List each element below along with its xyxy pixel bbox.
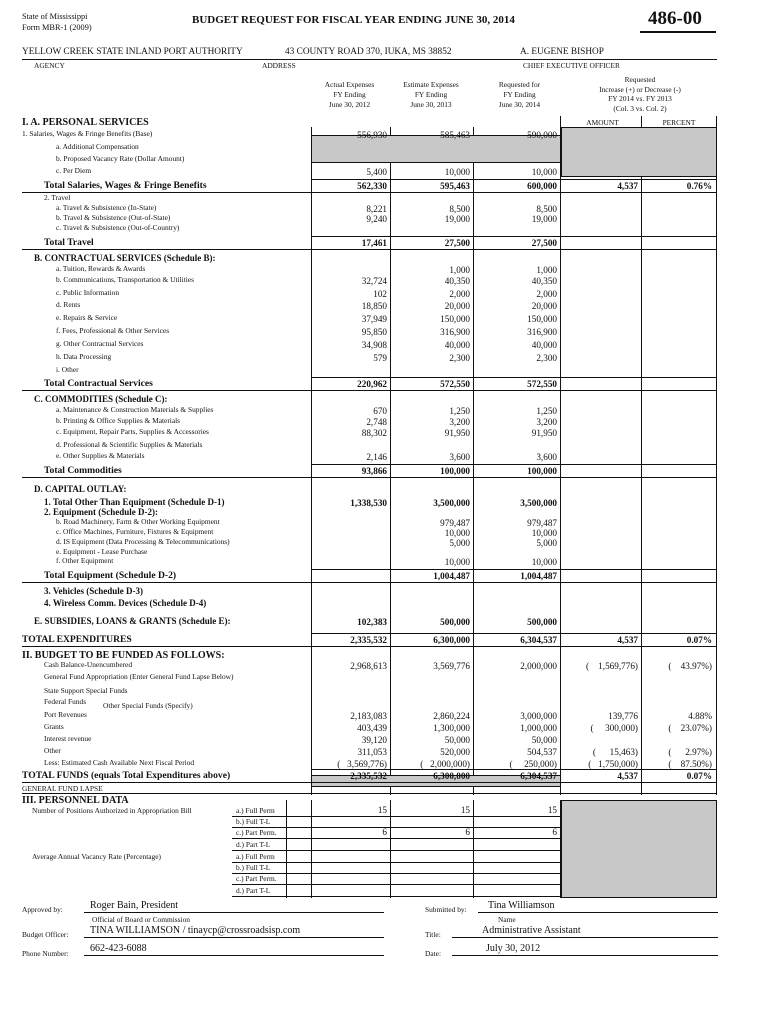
- change-amount-cell: ( 1,569,776): [585, 661, 638, 671]
- row-divider: [22, 192, 717, 193]
- form-title: BUDGET REQUEST FOR FISCAL YEAR ENDING JUNE 30, 2014: [192, 14, 515, 26]
- row-label: e. Other Supplies & Materials: [56, 451, 145, 460]
- row-label: a. Tuition, Rewards & Awards: [56, 264, 146, 273]
- estimate-cell: 27,500: [444, 238, 470, 248]
- requested-cell: 6,304,537: [520, 771, 557, 781]
- row-label: a. Travel & Subsistence (In-State): [56, 203, 157, 212]
- change-amount-cell: 4,537: [617, 771, 638, 781]
- row-label: c. Equipment, Repair Parts, Supplies & Accessories: [56, 427, 209, 436]
- personnel-divider: [232, 884, 561, 885]
- requested-cell: 504,537: [527, 747, 557, 757]
- phone-label: Phone Number:: [22, 949, 69, 958]
- row-label: c. Travel & Subsistence (Out-of-Country): [56, 223, 180, 232]
- estimate-cell: 1,000: [449, 265, 470, 275]
- change-percent-cell: 0.76%: [686, 181, 712, 191]
- actual-cell: 2,146: [366, 452, 387, 462]
- shaded-block: [561, 127, 717, 177]
- row-label: b. Road Machinery, Farm & Other Working Equipment: [56, 517, 220, 526]
- change-percent-cell: ( 87.50%): [668, 759, 712, 769]
- row-divider: [311, 769, 717, 770]
- requested-cell: 979,487: [527, 518, 557, 528]
- requested-cell: 10,000: [531, 528, 557, 538]
- actual-cell: 670: [373, 406, 387, 416]
- row-label: Less: Estimated Cash Available Next Fiscal Period: [44, 758, 195, 767]
- estimate-cell: 585,463: [440, 130, 470, 140]
- estimate-cell: 3,600: [449, 452, 470, 462]
- actual-cell: 2,748: [366, 417, 387, 427]
- estimate-cell: 5,000: [449, 538, 470, 548]
- requested-cell: 8,500: [536, 204, 557, 214]
- row-label: D. CAPITAL OUTLAY:: [34, 484, 127, 494]
- date-label: Date:: [425, 949, 442, 958]
- row-label: Total Contractual Services: [44, 378, 153, 389]
- chief-officer-name: A. EUGENE BISHOP: [520, 47, 604, 57]
- personnel-title: III. PERSONNEL DATA: [22, 795, 129, 806]
- submitted-by-value: Tina Williamson: [488, 900, 555, 911]
- row-divider: [22, 477, 717, 478]
- change-percent-cell: ( 2.97%): [668, 747, 712, 757]
- row-label: e. Repairs & Service: [56, 313, 118, 322]
- row-divider: [22, 782, 717, 783]
- actual-cell: 17,461: [361, 238, 387, 248]
- row-label: i. Other: [56, 365, 79, 374]
- row-label: Grants: [44, 722, 64, 731]
- actual-cell: 1,338,530: [350, 498, 387, 508]
- change-percent-cell: 0.07%: [686, 771, 712, 781]
- row-label: Total Travel: [44, 237, 94, 248]
- estimate-cell: 150,000: [440, 314, 470, 324]
- requested-cell: 2,300: [536, 353, 557, 363]
- budget-officer-label: Budget Officer:: [22, 930, 69, 939]
- positions-label: Number of Positions Authorized in Appropriation Bill: [32, 806, 192, 815]
- requested-cell: 1,000,000: [520, 723, 557, 733]
- agency-address: 43 COUNTY ROAD 370, IUKA, MS 38852: [285, 47, 452, 57]
- requested-cell: 316,900: [527, 327, 557, 337]
- row-label: f. Other Equipment: [56, 556, 114, 565]
- requested-cell: 40,000: [531, 340, 557, 350]
- row-label: d. IS Equipment (Data Processing & Telecommunications): [56, 537, 230, 546]
- estimate-cell: 595,463: [440, 181, 470, 191]
- change-percent-cell: 0.07%: [686, 635, 712, 645]
- estimate-cell: 10,000: [444, 528, 470, 538]
- estimate-cell: 3,200: [449, 417, 470, 427]
- requested-cell: 20,000: [531, 301, 557, 311]
- requested-cell: 19,000: [531, 214, 557, 224]
- requested-cell: 6,304,537: [520, 635, 557, 645]
- approved-by-name: Roger Bain, President: [90, 900, 179, 911]
- requested-cell: 590,000: [527, 130, 557, 140]
- change-percent-cell: ( 23.07%): [668, 723, 712, 733]
- row-label: e. Equipment - Lease Purchase: [56, 547, 148, 556]
- col-header-amount: AMOUNT: [586, 118, 619, 127]
- row-label: a. Additional Compensation: [56, 142, 139, 151]
- personnel-subrow-label: a.) Full Perm: [236, 806, 275, 815]
- estimate-cell: 3,500,000: [433, 498, 470, 508]
- row-label: Port Revenues: [44, 710, 87, 719]
- row-divider: [22, 249, 717, 250]
- change-amount-cell: 4,537: [617, 181, 638, 191]
- estimate-cell: 91,950: [444, 428, 470, 438]
- estimate-cell: 100,000: [440, 466, 470, 476]
- actual-cell: 95,850: [361, 327, 387, 337]
- requested-cell: ( 250,000): [509, 759, 557, 769]
- estimate-cell: 10,000: [444, 167, 470, 177]
- row-label: Federal Funds: [44, 697, 87, 706]
- requested-cell: 572,550: [527, 379, 557, 389]
- estimate-cell: 1,004,487: [433, 571, 470, 581]
- estimate-cell: 316,900: [440, 327, 470, 337]
- row-divider: [311, 236, 717, 237]
- estimate-cell: 19,000: [444, 214, 470, 224]
- actual-cell: 311,053: [357, 747, 387, 757]
- title-value: Administrative Assistant: [482, 925, 581, 936]
- row-divider: [22, 582, 717, 583]
- row-divider: [22, 646, 717, 647]
- row-label: c. Public Information: [56, 288, 120, 297]
- requested-cell: 600,000: [527, 181, 557, 191]
- part-perm-count: 6: [382, 827, 387, 837]
- vacancy-label: Average Annual Vacancy Rate (Percentage): [32, 852, 161, 861]
- shaded-block: [561, 800, 717, 898]
- personnel-subrow-label: d.) Part T-L: [236, 886, 271, 895]
- row-label: g. Other Contractual Services: [56, 339, 144, 348]
- actual-cell: ( 3,569,776): [337, 759, 387, 769]
- actual-cell: 9,240: [366, 214, 387, 224]
- change-percent-cell: 4.88%: [688, 711, 712, 721]
- row-label: General Fund Appropriation (Enter General Fund Lapse Below): [44, 672, 234, 681]
- actual-cell: 8,221: [366, 204, 387, 214]
- actual-cell: 39,120: [361, 735, 387, 745]
- personnel-divider: [232, 838, 561, 839]
- actual-cell: 562,330: [357, 181, 387, 191]
- personnel-subrow-label: b.) Full T-L: [236, 817, 271, 826]
- personnel-subrow-label: a.) Full Perm: [236, 852, 275, 861]
- part-perm-count: 6: [465, 827, 470, 837]
- personnel-divider: [232, 896, 561, 897]
- change-amount-cell: 139,776: [608, 711, 638, 721]
- row-divider: [22, 390, 717, 391]
- requested-cell: 10,000: [531, 167, 557, 177]
- form-number: Form MBR-1 (2009): [22, 23, 92, 32]
- row-divider: [311, 377, 717, 378]
- change-amount-cell: ( 300,000): [590, 723, 638, 733]
- estimate-cell: 572,550: [440, 379, 470, 389]
- actual-cell: 2,968,613: [350, 661, 387, 671]
- col-header-actual: Actual Expenses FY Ending June 30, 2012: [324, 80, 375, 109]
- row-label: d. Professional & Scientific Supplies & Materials: [56, 440, 203, 449]
- row-label: C. COMMODITIES (Schedule C):: [34, 394, 168, 404]
- submitted-by-label: Submitted by:: [425, 905, 467, 914]
- estimate-cell: 6,300,000: [433, 635, 470, 645]
- estimate-cell: 40,350: [444, 276, 470, 286]
- row-label: 1. Total Other Than Equipment (Schedule D-1): [44, 497, 225, 507]
- personnel-subrow-label: c.) Part Perm.: [236, 874, 277, 883]
- personnel-divider: [232, 873, 561, 874]
- row-label: TOTAL EXPENDITURES: [22, 634, 132, 645]
- phone-value: 662-423-6088: [90, 943, 147, 954]
- estimate-cell: 520,000: [440, 747, 470, 757]
- other-special-funds-label: Other Special Funds (Specify): [103, 701, 193, 710]
- row-label: 1. Salaries, Wages & Fringe Benefits (Base): [22, 129, 153, 138]
- requested-cell: 50,000: [531, 735, 557, 745]
- row-label: Interest revenue: [44, 734, 92, 743]
- date-value: July 30, 2012: [486, 943, 541, 954]
- actual-cell: 220,962: [357, 379, 387, 389]
- estimate-cell: 50,000: [444, 735, 470, 745]
- requested-cell: 1,250: [536, 406, 557, 416]
- row-label: b. Communications, Transportation & Utilities: [56, 275, 194, 284]
- requested-cell: 150,000: [527, 314, 557, 324]
- estimate-cell: 500,000: [440, 617, 470, 627]
- row-label: d. Rents: [56, 300, 81, 309]
- actual-cell: 556,930: [357, 130, 387, 140]
- row-label: State Support Special Funds: [44, 686, 128, 695]
- estimate-cell: 40,000: [444, 340, 470, 350]
- requested-cell: 91,950: [531, 428, 557, 438]
- row-label: II. BUDGET TO BE FUNDED AS FOLLOWS:: [22, 650, 225, 661]
- requested-cell: 40,350: [531, 276, 557, 286]
- agency-name: YELLOW CREEK STATE INLAND PORT AUTHORITY: [22, 47, 243, 57]
- row-label: c. Per Diem: [56, 166, 92, 175]
- estimate-cell: 979,487: [440, 518, 470, 528]
- actual-cell: 34,908: [361, 340, 387, 350]
- col-header-estimate: Estimate Expenses FY Ending June 30, 2013: [403, 80, 459, 109]
- col-header-requested: Requested for FY Ending June 30, 2014: [498, 80, 541, 109]
- estimate-cell: ( 2,000,000): [420, 759, 470, 769]
- row-divider: [311, 633, 717, 634]
- col-header-percent: PERCENT: [662, 118, 696, 127]
- estimate-cell: 1,250: [449, 406, 470, 416]
- col-header-change: Requested Increase (+) or Decrease (-) FY 2014 vs. FY 2013 (Col. 3 vs. Col. 2): [599, 75, 681, 113]
- actual-cell: 403,439: [357, 723, 387, 733]
- officer-label: CHIEF EXECUTIVE OFFICER: [523, 61, 620, 70]
- full-perm-count: 15: [460, 805, 470, 815]
- part-perm-count: 6: [552, 827, 557, 837]
- actual-cell: 5,400: [366, 167, 387, 177]
- row-label: 2. Equipment (Schedule D-2):: [44, 507, 159, 517]
- actual-cell: 37,949: [361, 314, 387, 324]
- full-perm-count: 15: [547, 805, 557, 815]
- row-label: E. SUBSIDIES, LOANS & GRANTS (Schedule E):: [34, 616, 231, 626]
- personnel-subrow-label: b.) Full T-L: [236, 863, 271, 872]
- personnel-divider: [232, 850, 561, 851]
- estimate-cell: 3,569,776: [433, 661, 470, 671]
- actual-cell: 93,866: [361, 466, 387, 476]
- full-perm-count: 15: [377, 805, 387, 815]
- requested-cell: 3,600: [536, 452, 557, 462]
- budget-officer-value: TINA WILLIAMSON / tinaycp@crossroadsisp.com: [90, 925, 301, 936]
- row-label: B. CONTRACTUAL SERVICES (Schedule B):: [34, 253, 216, 263]
- estimate-cell: 2,860,224: [433, 711, 470, 721]
- actual-cell: 2,335,532: [350, 771, 387, 781]
- row-label: a. Maintenance & Construction Materials & Supplies: [56, 405, 214, 414]
- address-label: ADDRESS: [262, 61, 296, 70]
- agency-label: AGENCY: [34, 61, 65, 70]
- personnel-subrow-label: c.) Part Perm.: [236, 828, 277, 837]
- actual-cell: 102: [373, 289, 387, 299]
- row-label: f. Fees, Professional & Other Services: [56, 326, 170, 335]
- row-label: GENERAL FUND LAPSE: [22, 784, 103, 793]
- approved-by-label: Approved by:: [22, 905, 63, 914]
- title-label: Title:: [425, 930, 441, 939]
- row-label: Total Commodities: [44, 465, 122, 476]
- actual-cell: 32,724: [361, 276, 387, 286]
- requested-cell: 2,000: [536, 289, 557, 299]
- row-label: 3. Vehicles (Schedule D-3): [44, 586, 143, 596]
- row-label: I. A. PERSONAL SERVICES: [22, 117, 149, 128]
- personnel-divider: [232, 816, 561, 817]
- row-label: 2. Travel: [44, 193, 71, 202]
- requested-cell: 5,000: [536, 538, 557, 548]
- actual-cell: 88,302: [361, 428, 387, 438]
- actual-cell: 18,850: [361, 301, 387, 311]
- actual-cell: 2,183,083: [350, 711, 387, 721]
- requested-cell: 3,200: [536, 417, 557, 427]
- requested-cell: 3,500,000: [520, 498, 557, 508]
- row-label: Other: [44, 746, 61, 755]
- requested-cell: 1,000: [536, 265, 557, 275]
- change-amount-cell: ( 1,750,000): [588, 759, 638, 769]
- actual-cell: 2,335,532: [350, 635, 387, 645]
- row-divider: [311, 179, 717, 180]
- row-label: 4. Wireless Comm. Devices (Schedule D-4): [44, 598, 207, 608]
- agency-number: 486-00: [648, 8, 702, 29]
- row-label: b. Travel & Subsistence (Out-of-State): [56, 213, 171, 222]
- estimate-cell: 2,000: [449, 289, 470, 299]
- change-amount-cell: 4,537: [617, 635, 638, 645]
- requested-cell: 100,000: [527, 466, 557, 476]
- row-divider: [311, 464, 717, 465]
- estimate-cell: 20,000: [444, 301, 470, 311]
- change-percent-cell: ( 43.97%): [668, 661, 712, 671]
- requested-cell: 3,000,000: [520, 711, 557, 721]
- row-label: h. Data Processing: [56, 352, 112, 361]
- requested-cell: 500,000: [527, 617, 557, 627]
- row-label: c. Office Machines, Furniture, Fixtures & Equipment: [56, 527, 214, 536]
- row-label: Total Equipment (Schedule D-2): [44, 570, 177, 581]
- change-amount-cell: ( 15,463): [592, 747, 638, 757]
- estimate-cell: 8,500: [449, 204, 470, 214]
- name-label: Name: [498, 915, 516, 924]
- estimate-cell: 10,000: [444, 557, 470, 567]
- state-name: State of Mississippi: [22, 12, 88, 21]
- row-label: TOTAL FUNDS (equals Total Expenditures above): [22, 770, 231, 781]
- approved-by-sub: Official of Board or Commission: [92, 915, 190, 924]
- row-label: Total Salaries, Wages & Fringe Benefits: [44, 180, 207, 191]
- actual-cell: 579: [373, 353, 387, 363]
- personnel-divider: [232, 862, 561, 863]
- personnel-subrow-label: d.) Part T-L: [236, 840, 271, 849]
- estimate-cell: 6,300,000: [433, 771, 470, 781]
- row-divider: [311, 569, 717, 570]
- requested-cell: 1,004,487: [520, 571, 557, 581]
- requested-cell: 27,500: [531, 238, 557, 248]
- row-label: b. Printing & Office Supplies & Materials: [56, 416, 181, 425]
- row-label: Cash Balance-Unencumbered: [44, 660, 133, 669]
- row-label: b. Proposed Vacancy Rate (Dollar Amount): [56, 154, 185, 163]
- actual-cell: 102,383: [357, 617, 387, 627]
- requested-cell: 10,000: [531, 557, 557, 567]
- estimate-cell: 2,300: [449, 353, 470, 363]
- requested-cell: 2,000,000: [520, 661, 557, 671]
- estimate-cell: 1,300,000: [433, 723, 470, 733]
